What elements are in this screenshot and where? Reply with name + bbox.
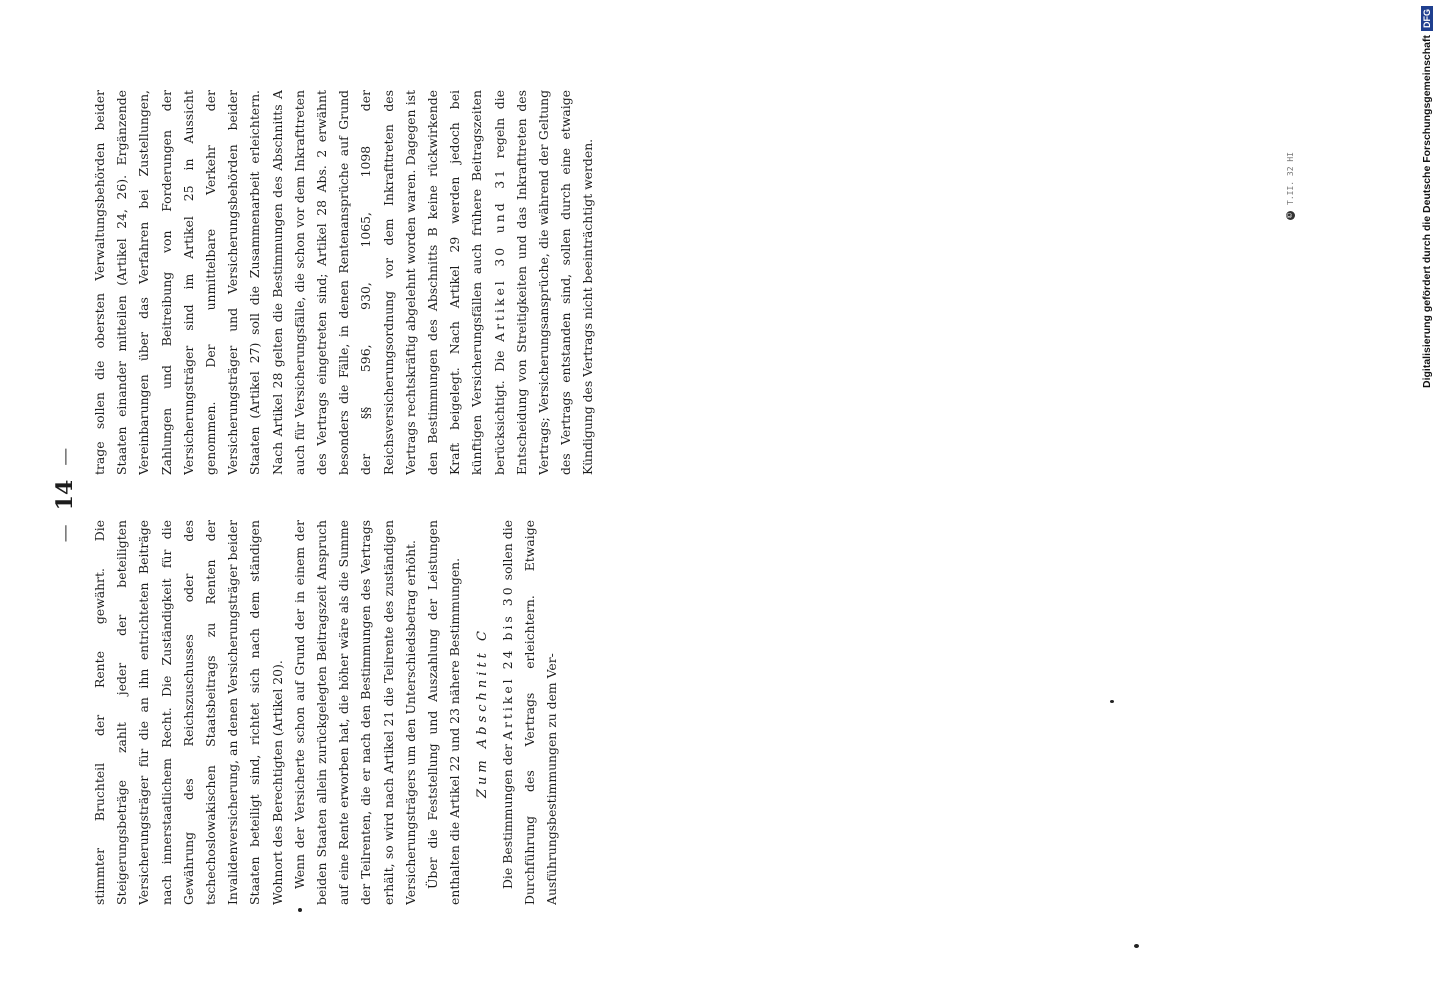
right-paragraph-1-article-ref: Artikel 30 und 31	[491, 166, 507, 342]
dfg-logo: DFG	[1421, 6, 1433, 31]
left-paragraph-4-lead: Die Bestimmungen der	[499, 744, 515, 889]
page-number-dash-right: —	[54, 447, 76, 466]
right-paragraph-1	[89, 90, 600, 475]
page-number-dash-left: —	[54, 524, 76, 543]
left-paragraph-4-article-ref: Artikel 24 bis 30	[499, 584, 515, 740]
dfg-attribution-text: Digitalisierung gefördert durch die Deutsche Forschungsgemeinschaft	[1421, 35, 1433, 388]
stamp-circle-icon: ©	[1285, 212, 1294, 219]
scan-speck	[1110, 700, 1114, 703]
archive-stamp	[1280, 130, 1300, 220]
left-text-column	[89, 520, 604, 905]
right-paragraph-1-end: regeln die Entscheidung von Streitigkeiten und das Inkrafttreten des Vertrags; Versicherungsansprüche, die während der Geltung des Vertrags entstanden sind, sollen durch eine etwaige Kündigung des Vertrags nicht beeinträchtigt werden.	[491, 90, 596, 475]
stamp-text: T.II. 32 HI	[1285, 152, 1295, 205]
page-number: 14	[52, 479, 78, 511]
right-paragraph-1-text: trage sollen die obersten Verwaltungsbehörden beider Staaten einander mitteilen (Artikel 24, 26). Ergänzende Vereinbarungen über das Verfahren bei Zustellungen, Zahlungen und Beitreibung von Forderungen der Versicherungsträger sind im Artikel 25 in Aussicht genommen. Der unmittelbare Verkehr der Versicherungsträger und Versicherungsbehörden beider Staaten (Artikel 27) soll die Zusammenarbeit erleichtern. Nach Artikel 28 gelten die Bestimmungen des Abschnitts A auch für Versicherungsfälle, die schon vor dem Inkrafttreten des Vertrags eingetreten sind; Artikel 28 Abs. 2 erwähnt besonders die Fälle, in denen Rentenansprüche auf Grund der §§ 596, 930, 1065, 1098 der Reichsversicherungsordnung vor dem Inkrafttreten des Vertrags rechtskräftig abgelehnt worden waren. Dagegen ist den Bestimmungen des Abschnitts B keine rückwirkende Kraft beigelegt. Nach Artikel 29 werden jedoch bei künftigen Versicherungsfällen auch frühere Beitragszeiten berücksichtigt. Die	[92, 90, 507, 475]
left-paragraph-3: Über die Feststellung und Auszahlung der Leistungen enthalten die Artikel 22 und 23 nähere Bestimmungen.	[425, 520, 463, 905]
dfg-attribution-strip	[1417, 6, 1434, 396]
right-text-column	[89, 90, 604, 475]
left-paragraph-4-rest: sollen die Durchführung des Vertrags erleichtern. Etwaige Ausführungsbestimmungen zu dem Ver-	[499, 520, 560, 905]
left-paragraph-4	[497, 520, 564, 905]
scan-speck	[298, 908, 302, 912]
section-heading: Zum Abschnitt C	[475, 627, 491, 798]
rotated-page	[47, 85, 607, 905]
left-paragraph-2: Wenn der Versicherte schon auf Grund der in einem der beiden Staaten allein zurückgelegten Beitragszeit Anspruch auf eine Rente erworben hat, die höher wäre als die Summe der Teilrenten, die er nach den Bestimmungen des Vertrags erhält, so wird nach Artikel 21 die Teilrente des zuständigen Versicherungsträgers um den Unterschiedsbetrag erhöht.	[291, 520, 418, 905]
left-paragraph-1: stimmter Bruchteil der Rente gewährt. Die Steigerungsbeträge zahlt jeder der beteiligten Versicherungsträger für die an ihn entrichteten Beiträge nach innerstaatlichem Recht. Die Zuständigkeit für die Gewährung des Reichszuschusses oder des tschechoslowakischen Staatsbeitrags zu Renten der Invalidenversicherung, an denen Versicherungsträger beider Staaten beteiligt sind, richtet sich nach dem ständigen Wohnort des Berechtigten (Artikel 20).	[92, 520, 285, 905]
scan-speck	[1134, 944, 1139, 948]
page-header	[47, 85, 83, 905]
